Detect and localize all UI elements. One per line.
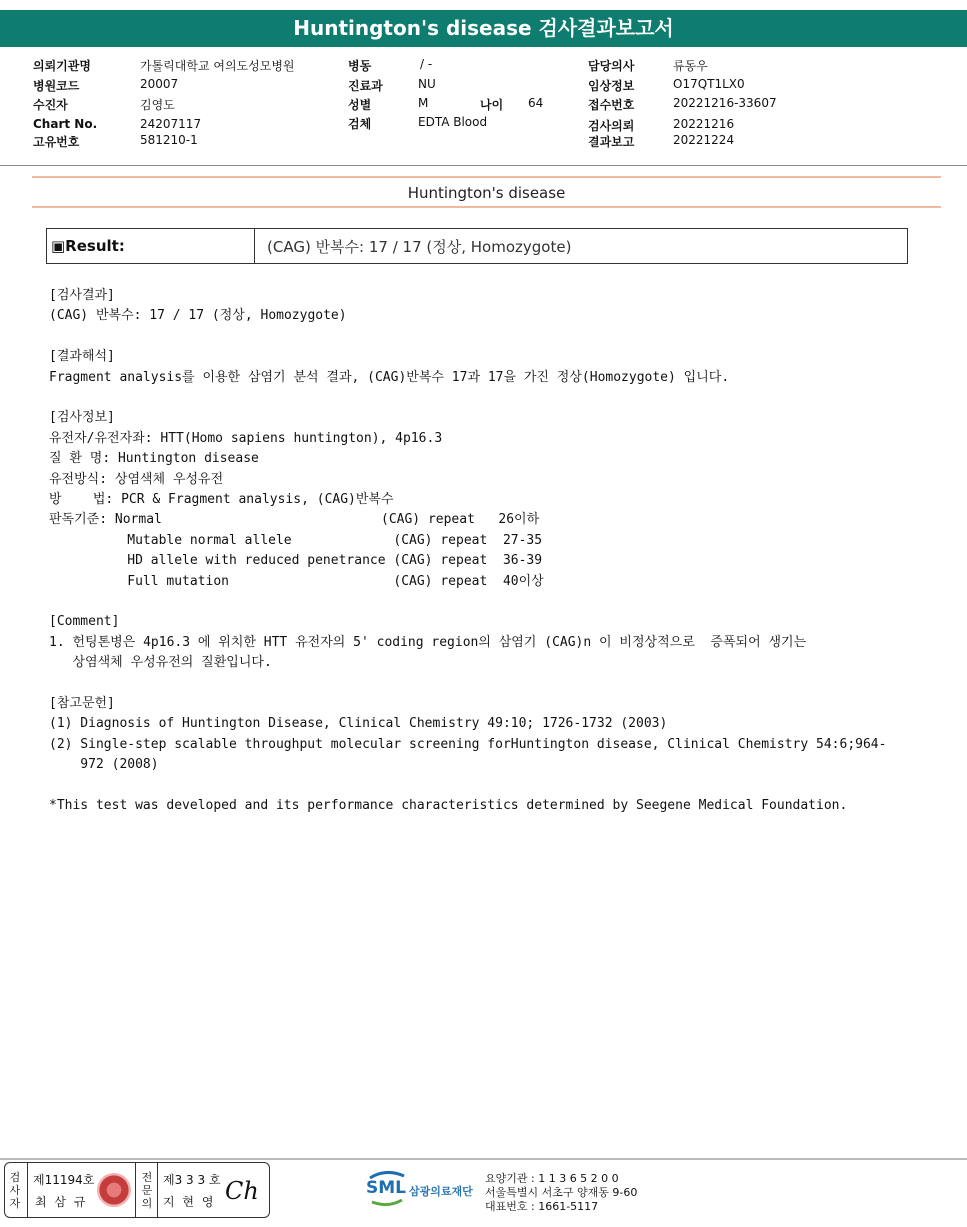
- info-value-specimen: EDTA Blood: [418, 115, 488, 129]
- reviewer-license: 제3 3 3 호: [163, 1173, 221, 1187]
- seal-stamp-icon: [97, 1173, 131, 1207]
- info-value-sex: M: [418, 96, 429, 110]
- info-label-unique-no: 고유번호: [33, 135, 80, 149]
- info-label-specimen: 검체: [348, 117, 372, 131]
- tester-label: 검사자: [9, 1171, 21, 1210]
- info-value-clinical-info: O17QT1LX0: [673, 77, 745, 91]
- info-label-patient: 수진자: [33, 98, 68, 112]
- org-info: [485, 1172, 637, 1214]
- report-line: *This test was developed and its performance characteristics determined by Seegene Medical Foundation.: [49, 798, 848, 813]
- section-top-rule: [32, 176, 941, 178]
- tester-name: 최 삼 규: [35, 1195, 88, 1209]
- info-label-receipt-no: 접수번호: [588, 98, 635, 112]
- report-line: 상염색체 우성유전의 질환입니다.: [49, 655, 272, 671]
- info-value-unique-no: 581210-1: [140, 133, 198, 147]
- report-line: [검사정보]: [49, 410, 115, 426]
- report-line: 1. 헌팅톤병은 4p16.3 에 위치한 HTT 유전자의 5' coding region의 삼염기 (CAG)n 이 비정상적으로 증폭되어 생기는: [49, 634, 807, 650]
- info-value-requesting-institution: 가톨릭대학교 여의도성모병원: [140, 59, 295, 73]
- info-label-report-date: 결과보고: [588, 135, 635, 149]
- info-label-chart-no: Chart No.: [33, 117, 98, 131]
- reviewer-label: 전문의: [141, 1171, 153, 1210]
- info-value-report-date: 20221224: [673, 133, 735, 147]
- result-value: (CAG) 반복수: 17 / 17 (정상, Homozygote): [267, 237, 572, 256]
- info-label-sex: 성별: [348, 98, 372, 112]
- section-bottom-rule: [32, 206, 941, 208]
- report-line: [Comment]: [49, 614, 120, 630]
- info-value-patient: 김영도: [140, 98, 175, 112]
- info-label-requesting-institution: 의뢰기관명: [33, 59, 91, 73]
- report-line: [참고문헌]: [49, 696, 115, 711]
- info-value-request-date: 20221216: [673, 117, 735, 131]
- report-line: 유전방식: 상염색체 우성유전: [49, 471, 224, 487]
- info-value-chart-no: 24207117: [140, 117, 202, 131]
- report-line: (CAG) 반복수: 17 / 17 (정상, Homozygote): [49, 308, 347, 324]
- report-line: HD allele with reduced penetrance (CAG) repeat 36-39: [49, 553, 543, 569]
- report-line: 방 법: PCR & Fragment analysis, (CAG)반복수: [49, 492, 394, 507]
- info-value-ward: / -: [420, 57, 433, 71]
- info-value-hospital-code: 20007: [140, 77, 179, 91]
- info-label-clinical-info: 임상정보: [588, 79, 635, 93]
- info-value-department: NU: [418, 77, 436, 91]
- org-phone: 대표번호 : 1661-5117: [485, 1200, 599, 1213]
- org-name: 삼광의료재단: [409, 1185, 473, 1198]
- result-box: [46, 228, 908, 264]
- header-divider: [0, 165, 967, 166]
- report-line: 질 환 명: Huntington disease: [49, 451, 259, 467]
- org-code: 요양기관 : 1 1 3 6 5 2 0 0: [485, 1172, 619, 1185]
- info-label-ward: 병동: [348, 59, 372, 73]
- report-line: 유전자/유전자좌: HTT(Homo sapiens huntington), 4p16.3: [49, 430, 443, 446]
- signature-box: [4, 1162, 270, 1218]
- report-line: 판독기준: Normal (CAG) repeat 26이하: [49, 512, 540, 528]
- result-label: ▣Result:: [47, 229, 255, 263]
- info-label-department: 진료과: [348, 79, 383, 93]
- info-label-hospital-code: 병원코드: [33, 79, 80, 93]
- report-line: 972 (2008): [49, 757, 159, 773]
- info-value-physician: 류동우: [673, 59, 708, 73]
- report-line: Mutable normal allele (CAG) repeat 27-35: [49, 532, 543, 548]
- info-value-receipt-no: 20221216-33607: [673, 96, 777, 110]
- sml-logo: [366, 1168, 486, 1208]
- info-label-age: 나이: [480, 98, 504, 112]
- report-line: [결과해석]: [49, 349, 115, 365]
- info-value-age: 64: [528, 96, 544, 110]
- info-label-request-date: 검사의뢰: [588, 119, 635, 133]
- org-address: 서울특별시 서초구 양재동 9-60: [485, 1186, 638, 1199]
- report-title: Huntington's disease 검사결과보고서: [0, 10, 967, 47]
- report-line: (2) Single-step scalable throughput molecular screening forHuntington disease, Clinical Chemistry 54:6;964-: [49, 736, 887, 752]
- report-line: [검사결과]: [49, 288, 115, 303]
- report-line: Full mutation (CAG) repeat 40이상: [49, 573, 544, 589]
- logo-text: SML: [366, 1178, 406, 1198]
- report-line: (1) Diagnosis of Huntington Disease, Clinical Chemistry 49:10; 1726-1732 (2003): [49, 716, 668, 732]
- reviewer-name: 지 현 영: [163, 1195, 216, 1209]
- report-line: Fragment analysis를 이용한 삼염기 분석 결과, (CAG)반복수 17과 17을 가진 정상(Homozygote) 입니다.: [49, 369, 730, 385]
- tester-license: 제11194호: [33, 1173, 95, 1187]
- section-title: Huntington's disease: [407, 184, 566, 202]
- footer-divider: [0, 1158, 967, 1160]
- info-label-physician: 담당의사: [588, 59, 635, 73]
- patient-info: [0, 55, 967, 165]
- signature-image: Ch: [225, 1177, 259, 1205]
